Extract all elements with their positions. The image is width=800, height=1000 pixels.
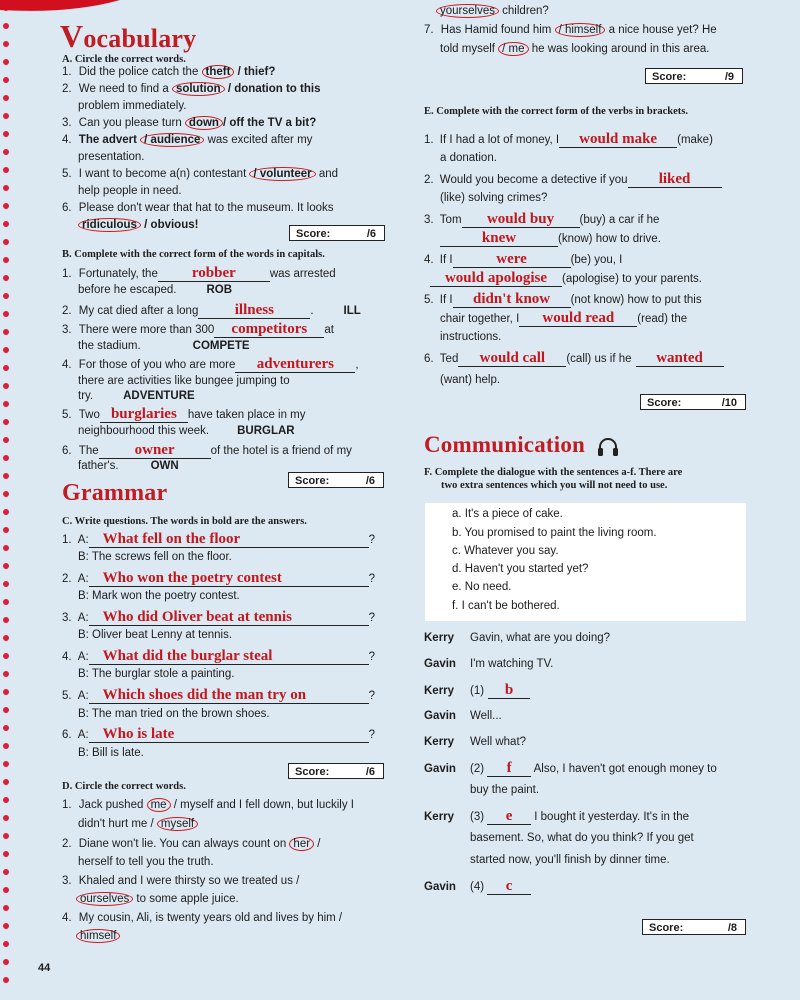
handwritten-answer: would make [579, 131, 658, 147]
list-item: 2. Would you become a detective if you liked [424, 173, 722, 188]
handwritten-answer: would apologise [444, 270, 548, 286]
handwritten-answer: owner [134, 442, 175, 458]
list-item: 2. We need to find a solution / donation to this [62, 83, 321, 95]
list-item: 3. Can you please turn down / off the TV a bit? [62, 117, 317, 129]
list-item-continued: neighbourhood this week. BURGLAR [78, 425, 295, 437]
dialogue-line: Kerry Well what? [424, 736, 527, 748]
question-row: 5. A: Which shoes did the man try on ? [62, 687, 376, 703]
handwritten-answer: would buy [486, 211, 555, 227]
list-item-continued: the stadium. COMPETE [78, 340, 250, 352]
dialogue-line: Gavin I'm watching TV. [424, 658, 554, 670]
handwritten-answer: Who did Oliver beat at tennis [102, 609, 292, 625]
list-item: 6. Please don't wear that hat to the museum. It looks [62, 202, 334, 214]
list-item-continued: would apologise (apologise) to your parents. [430, 272, 702, 287]
top-corner-decoration [0, 0, 120, 14]
handwritten-answer: What did the burglar steal [102, 648, 273, 664]
option-item: e. No need. [452, 581, 512, 593]
circled-answer: theft [202, 65, 235, 79]
list-item-continued: father's. OWN [78, 460, 179, 472]
circled-answer: me [147, 798, 171, 812]
circled-answer: yourselves [436, 4, 499, 18]
circled-answer: / me [498, 42, 528, 56]
option-item: f. I can't be bothered. [452, 600, 560, 612]
list-item: 2. Diane won't lie. You can always count on her / [62, 838, 321, 850]
section-f-instruction-continued: two extra sentences which you will not need to use. [441, 480, 668, 491]
list-item-continued: before he escaped. ROB [78, 284, 233, 296]
list-item-continued [76, 930, 120, 942]
option-item: a. It's a piece of cake. [452, 508, 563, 520]
list-item-continued: yourselves children? [436, 5, 549, 17]
list-item: 4. If I were (be) you, I [424, 251, 623, 267]
circled-answer: her [289, 837, 314, 851]
list-item: 5. Two burglaries have taken place in my [62, 406, 306, 422]
circled-answer: ridiculous [78, 218, 141, 232]
dialogue-line: Gavin (4) c [424, 880, 531, 895]
answer-line: B: Oliver beat Lenny at tennis. [78, 629, 233, 641]
circled-answer: ourselves [76, 892, 133, 906]
answer-line: B: The man tried on the brown shoes. [78, 708, 270, 720]
list-item-continued: told myself / me he was looking around in this area. [440, 43, 710, 55]
dialogue-line-continued: buy the paint. [470, 784, 540, 796]
list-item: 1. If I had a lot of money, I would make (make) [424, 131, 713, 147]
answer-line: B: Bill is late. [78, 747, 144, 759]
list-item: 5. I want to become a(n) contestant / volunteer and [62, 168, 339, 180]
option-item: d. Haven't you started yet? [452, 563, 589, 575]
list-item-continued: didn't hurt me / myself [78, 818, 198, 830]
handwritten-answer: knew [481, 230, 517, 246]
section-a-instruction: A. Circle the correct words. [62, 54, 186, 65]
score-box: Score: /6 [289, 225, 385, 241]
dialogue-line: Kerry Gavin, what are you doing? [424, 632, 611, 644]
handwritten-answer: would read [542, 310, 615, 326]
score-box: Score: /10 [640, 394, 746, 410]
list-item-continued: chair together, I would read (read) the [440, 310, 688, 326]
communication-heading: Communication [424, 432, 619, 458]
question-row: 1. A: What fell on the floor ? [62, 531, 376, 547]
handwritten-answer: didn't know [473, 291, 551, 307]
list-item: 3. Tom would buy (buy) a car if he [424, 211, 660, 227]
list-item: 7. Has Hamid found him / himself a nice house yet? He [424, 24, 717, 36]
handwritten-answer: f [506, 760, 512, 776]
section-c-instruction: C. Write questions. The words in bold are the answers. [62, 516, 307, 527]
handwritten-answer: Who won the poetry contest [102, 570, 282, 586]
options-box [425, 503, 746, 621]
list-item-continued: herself to tell you the truth. [78, 856, 214, 868]
handwritten-answer: would call [479, 350, 546, 366]
dialogue-line: Kerry (1) b [424, 684, 530, 699]
circled-answer: / volunteer [249, 167, 315, 181]
handwritten-answer: wanted [656, 350, 703, 366]
answer-line: B: The burglar stole a painting. [78, 668, 235, 680]
list-item: 5. If I didn't know (not know) how to put this [424, 291, 702, 307]
handwritten-answer: were [496, 251, 527, 267]
circled-answer: / himself [555, 23, 606, 37]
list-item: 6. The owner of the hotel is a friend of my [62, 442, 352, 458]
page-number: 44 [38, 962, 51, 974]
section-d-instruction: D. Circle the correct words. [62, 781, 186, 792]
list-item-continued: try. ADVENTURE [78, 390, 195, 402]
question-row: 4. A: What did the burglar steal ? [62, 648, 376, 664]
dialogue-line-continued: started now, you'll finish by dinner time. [470, 854, 670, 866]
list-item-continued: presentation. [78, 151, 145, 163]
list-item: 2. My cat died after a long illness . ILL [62, 302, 361, 318]
score-box: Score: /6 [288, 472, 384, 488]
list-item-continued: knew (know) how to drive. [440, 232, 661, 247]
answer-line: B: The screws fell on the floor. [78, 551, 232, 563]
handwritten-answer: robber [191, 265, 236, 281]
dialogue-line: Kerry (3) e I bought it yesterday. It's in the [424, 808, 690, 824]
list-item: 4. The advert / audience was excited after my [62, 134, 313, 146]
section-f-instruction: F. Complete the dialogue with the sentences a-f. There are [424, 467, 683, 478]
list-item-continued: ridiculous / obvious! [78, 219, 198, 231]
handwritten-answer: illness [234, 302, 274, 318]
list-item: 6. Ted would call (call) us if he wanted [424, 352, 724, 367]
list-item-continued: ourselves to some apple juice. [76, 893, 239, 905]
grammar-heading: Grammar [62, 480, 168, 506]
question-row: 2. A: Who won the poetry contest ? [62, 570, 376, 586]
circled-answer: myself [157, 817, 198, 831]
handwritten-answer: Who is late [102, 726, 175, 742]
section-b-instruction: B. Complete with the correct form of the words in capitals. [62, 249, 325, 260]
option-item: b. You promised to paint the living room. [452, 527, 657, 539]
handwritten-answer: liked [658, 171, 691, 187]
handwritten-answer: e [505, 808, 513, 824]
handwritten-answer: c [505, 878, 513, 894]
dialogue-line: Gavin Well... [424, 710, 502, 722]
score-box: Score: /6 [288, 763, 384, 779]
dialogue-line-continued: basement. So, what do you think? If you get [470, 832, 694, 844]
list-item: 1. Jack pushed me / myself and I fell down, but luckily I [62, 799, 354, 811]
vocabulary-heading: Vocabulary [60, 18, 197, 54]
list-item-continued: (like) solving crimes? [440, 192, 548, 204]
question-row: 6. A: Who is late ? [62, 726, 376, 742]
handwritten-answer: adventurers [256, 356, 335, 372]
list-item-continued: there are activities like bungee jumping to [78, 375, 290, 387]
list-item: 1. Did the police catch the theft / thief? [62, 66, 276, 78]
question-row: 3. A: Who did Oliver beat at tennis ? [62, 609, 376, 625]
score-box: Score: /8 [642, 919, 746, 935]
headphones-icon [597, 437, 619, 457]
list-item: 4. My cousin, Ali, is twenty years old and lives by him / [62, 912, 343, 924]
list-item: 3. There were more than 300 competitors at [62, 321, 334, 337]
list-item-continued: help people in need. [78, 185, 182, 197]
handwritten-answer: burglaries [110, 406, 177, 422]
handwritten-answer: Which shoes did the man try on [102, 687, 307, 703]
handwritten-answer: What fell on the floor [102, 531, 241, 547]
list-item-continued: instructions. [440, 331, 502, 343]
answer-line: B: Mark won the poetry contest. [78, 590, 240, 602]
list-item-continued: problem immediately. [78, 100, 187, 112]
section-e-instruction: E. Complete with the correct form of the verbs in brackets. [424, 106, 688, 117]
score-box: Score: /9 [645, 68, 743, 84]
circled-answer: solution [172, 82, 225, 96]
circled-answer: down [185, 116, 223, 130]
option-item: c. Whatever you say. [452, 545, 559, 557]
list-item: 1. Fortunately, the robber was arrested [62, 265, 336, 281]
dialogue-line: Gavin (2) f Also, I haven't got enough money to [424, 760, 717, 776]
circled-answer: himself [76, 929, 120, 943]
list-item-continued: (want) help. [440, 374, 501, 386]
circled-answer: / audience [140, 133, 204, 147]
handwritten-answer: competitors [231, 321, 308, 337]
list-item: 3. Khaled and I were thirsty so we treated us / [62, 875, 300, 887]
spiral-binding [0, 0, 14, 1000]
handwritten-answer: b [504, 682, 514, 698]
list-item-continued: a donation. [440, 152, 497, 164]
list-item: 4. For those of you who are more adventurers , [62, 356, 359, 372]
